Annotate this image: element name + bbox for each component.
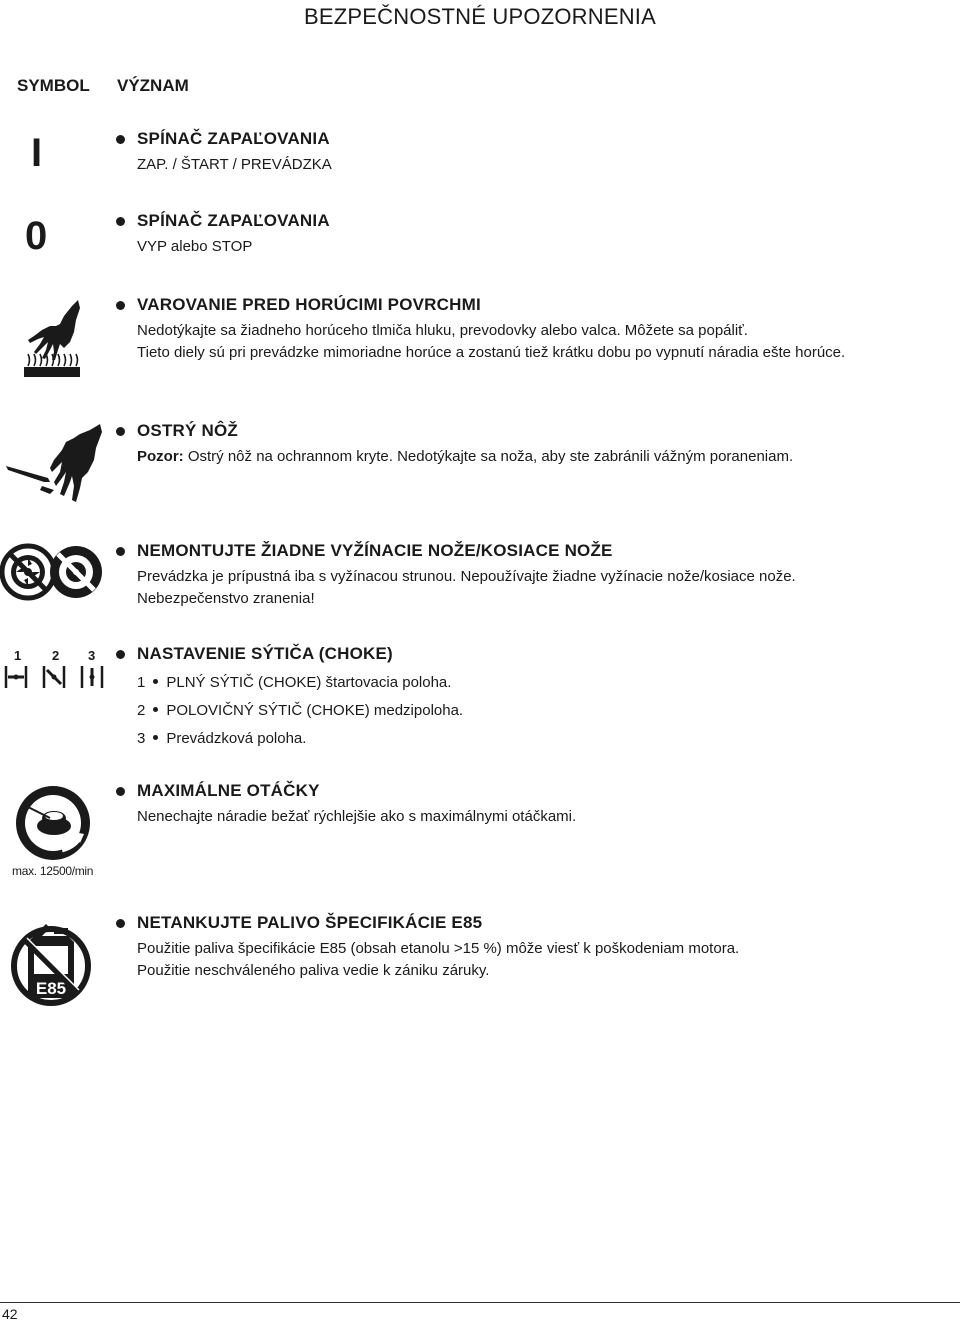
no-e85-entry xyxy=(116,912,946,982)
choke-position-3-label: 3 xyxy=(88,648,96,663)
choke-item-number: 1 xyxy=(137,674,146,691)
no-e85-line-2: Použitie neschváleného paliva vedie k zániku záruky. xyxy=(137,962,490,979)
list-item xyxy=(137,669,946,697)
footer-divider xyxy=(0,1302,960,1303)
sharp-blade-warning-label: Pozor: xyxy=(137,448,184,465)
max-rpm-entry xyxy=(116,780,946,828)
choke-position-2-label: 2 xyxy=(52,648,60,663)
choke-item-text: Prevádzková poloha. xyxy=(166,730,307,747)
bullet-dot-icon xyxy=(153,707,158,712)
no-e85-line-1: Použitie paliva špecifikácie E85 (obsah etanolu >15 %) môže viesť k poškodeniam motora. xyxy=(137,940,740,957)
max-rpm-text: Nenechajte náradie bežať rýchlejšie ako s maximálnymi otáčkami. xyxy=(137,808,577,825)
hot-surface-icon xyxy=(20,296,84,387)
choke-item-text: POLOVIČNÝ SÝTIČ (CHOKE) medzipoloha. xyxy=(166,702,464,719)
hot-surface-text xyxy=(116,320,946,364)
choke-item-number: 2 xyxy=(137,702,146,719)
page-number: 42 xyxy=(2,1306,18,1322)
symbol-column-header: SYMBOL xyxy=(17,76,90,95)
ignition-on-symbol: I xyxy=(31,131,43,175)
no-e85-heading: NETANKUJTE PALIVO ŠPECIFIKÁCIE E85 xyxy=(116,912,946,934)
max-rpm-icon xyxy=(14,784,92,867)
choke-list xyxy=(116,669,946,753)
ignition-off-symbol: 0 xyxy=(25,214,48,258)
max-rpm-heading: MAXIMÁLNE OTÁČKY xyxy=(116,780,946,802)
e85-text-icon: E85 xyxy=(35,979,67,998)
choke-item-number: 3 xyxy=(137,730,146,747)
ignition-off-heading: SPÍNAČ ZAPAĽOVANIA xyxy=(116,210,946,232)
no-blades-line-1: Prevádzka je prípustná iba s vyžínacou strunou. Nepoužívajte žiadne vyžínacie nože/kosiace nože. xyxy=(137,568,796,585)
no-blades-heading: NEMONTUJTE ŽIADNE VYŽÍNACIE NOŽE/KOSIACE NOŽE xyxy=(116,540,946,562)
no-e85-text xyxy=(116,938,946,982)
page-title: BEZPEČNOSTNÉ UPOZORNENIA xyxy=(304,4,656,29)
max-rpm-label: max. 12500/min xyxy=(12,864,94,878)
ignition-on-heading: SPÍNAČ ZAPAĽOVANIA xyxy=(116,128,946,150)
no-blades-entry xyxy=(116,540,946,610)
no-blades-line-2: Nebezpečenstvo zranenia! xyxy=(137,590,315,607)
ignition-on-text: ZAP. / ŠTART / PREVÁDZKA xyxy=(137,156,332,173)
hot-surface-line-1: Nedotýkajte sa žiadneho horúceho tlmiča hluku, prevodovky alebo valca. Môžete sa popáliť. xyxy=(137,322,748,339)
sharp-blade-text xyxy=(116,446,946,468)
bullet-dot-icon xyxy=(153,679,158,684)
no-blades-text xyxy=(116,566,946,610)
choke-item-text: PLNÝ SÝTIČ (CHOKE) štartovacia poloha. xyxy=(166,674,452,691)
choke-position-1-label: 1 xyxy=(14,648,22,663)
choke-heading: NASTAVENIE SÝTIČA (CHOKE) xyxy=(116,643,946,665)
ignition-off-entry xyxy=(116,210,946,258)
hot-surface-entry xyxy=(116,294,946,364)
choke-entry xyxy=(116,643,946,753)
no-e85-fuel-icon xyxy=(10,920,92,1013)
sharp-blade-icon xyxy=(4,420,104,515)
sharp-blade-entry xyxy=(116,420,946,468)
hot-surface-line-2: Tieto diely sú pri prevádzke mimoriadne horúce a zostanú tiež krátku dobu po vypnutí náradia ešte horúce. xyxy=(137,344,846,361)
bullet-dot-icon xyxy=(153,735,158,740)
meaning-column-header: VÝZNAM xyxy=(117,76,189,95)
hot-surface-heading: VAROVANIE PRED HORÚCIMI POVRCHMI xyxy=(116,294,946,316)
ignition-on-entry xyxy=(116,128,946,176)
no-blades-icon xyxy=(0,542,104,609)
list-item xyxy=(137,697,946,725)
ignition-off-text: VYP alebo STOP xyxy=(137,238,253,255)
sharp-blade-heading: OSTRÝ NÔŽ xyxy=(116,420,946,442)
sharp-blade-warning-text: Ostrý nôž na ochrannom kryte. Nedotýkajte sa noža, aby ste zabránili vážným poraneniam. xyxy=(183,448,794,465)
choke-icon xyxy=(4,646,108,694)
list-item xyxy=(137,725,946,753)
